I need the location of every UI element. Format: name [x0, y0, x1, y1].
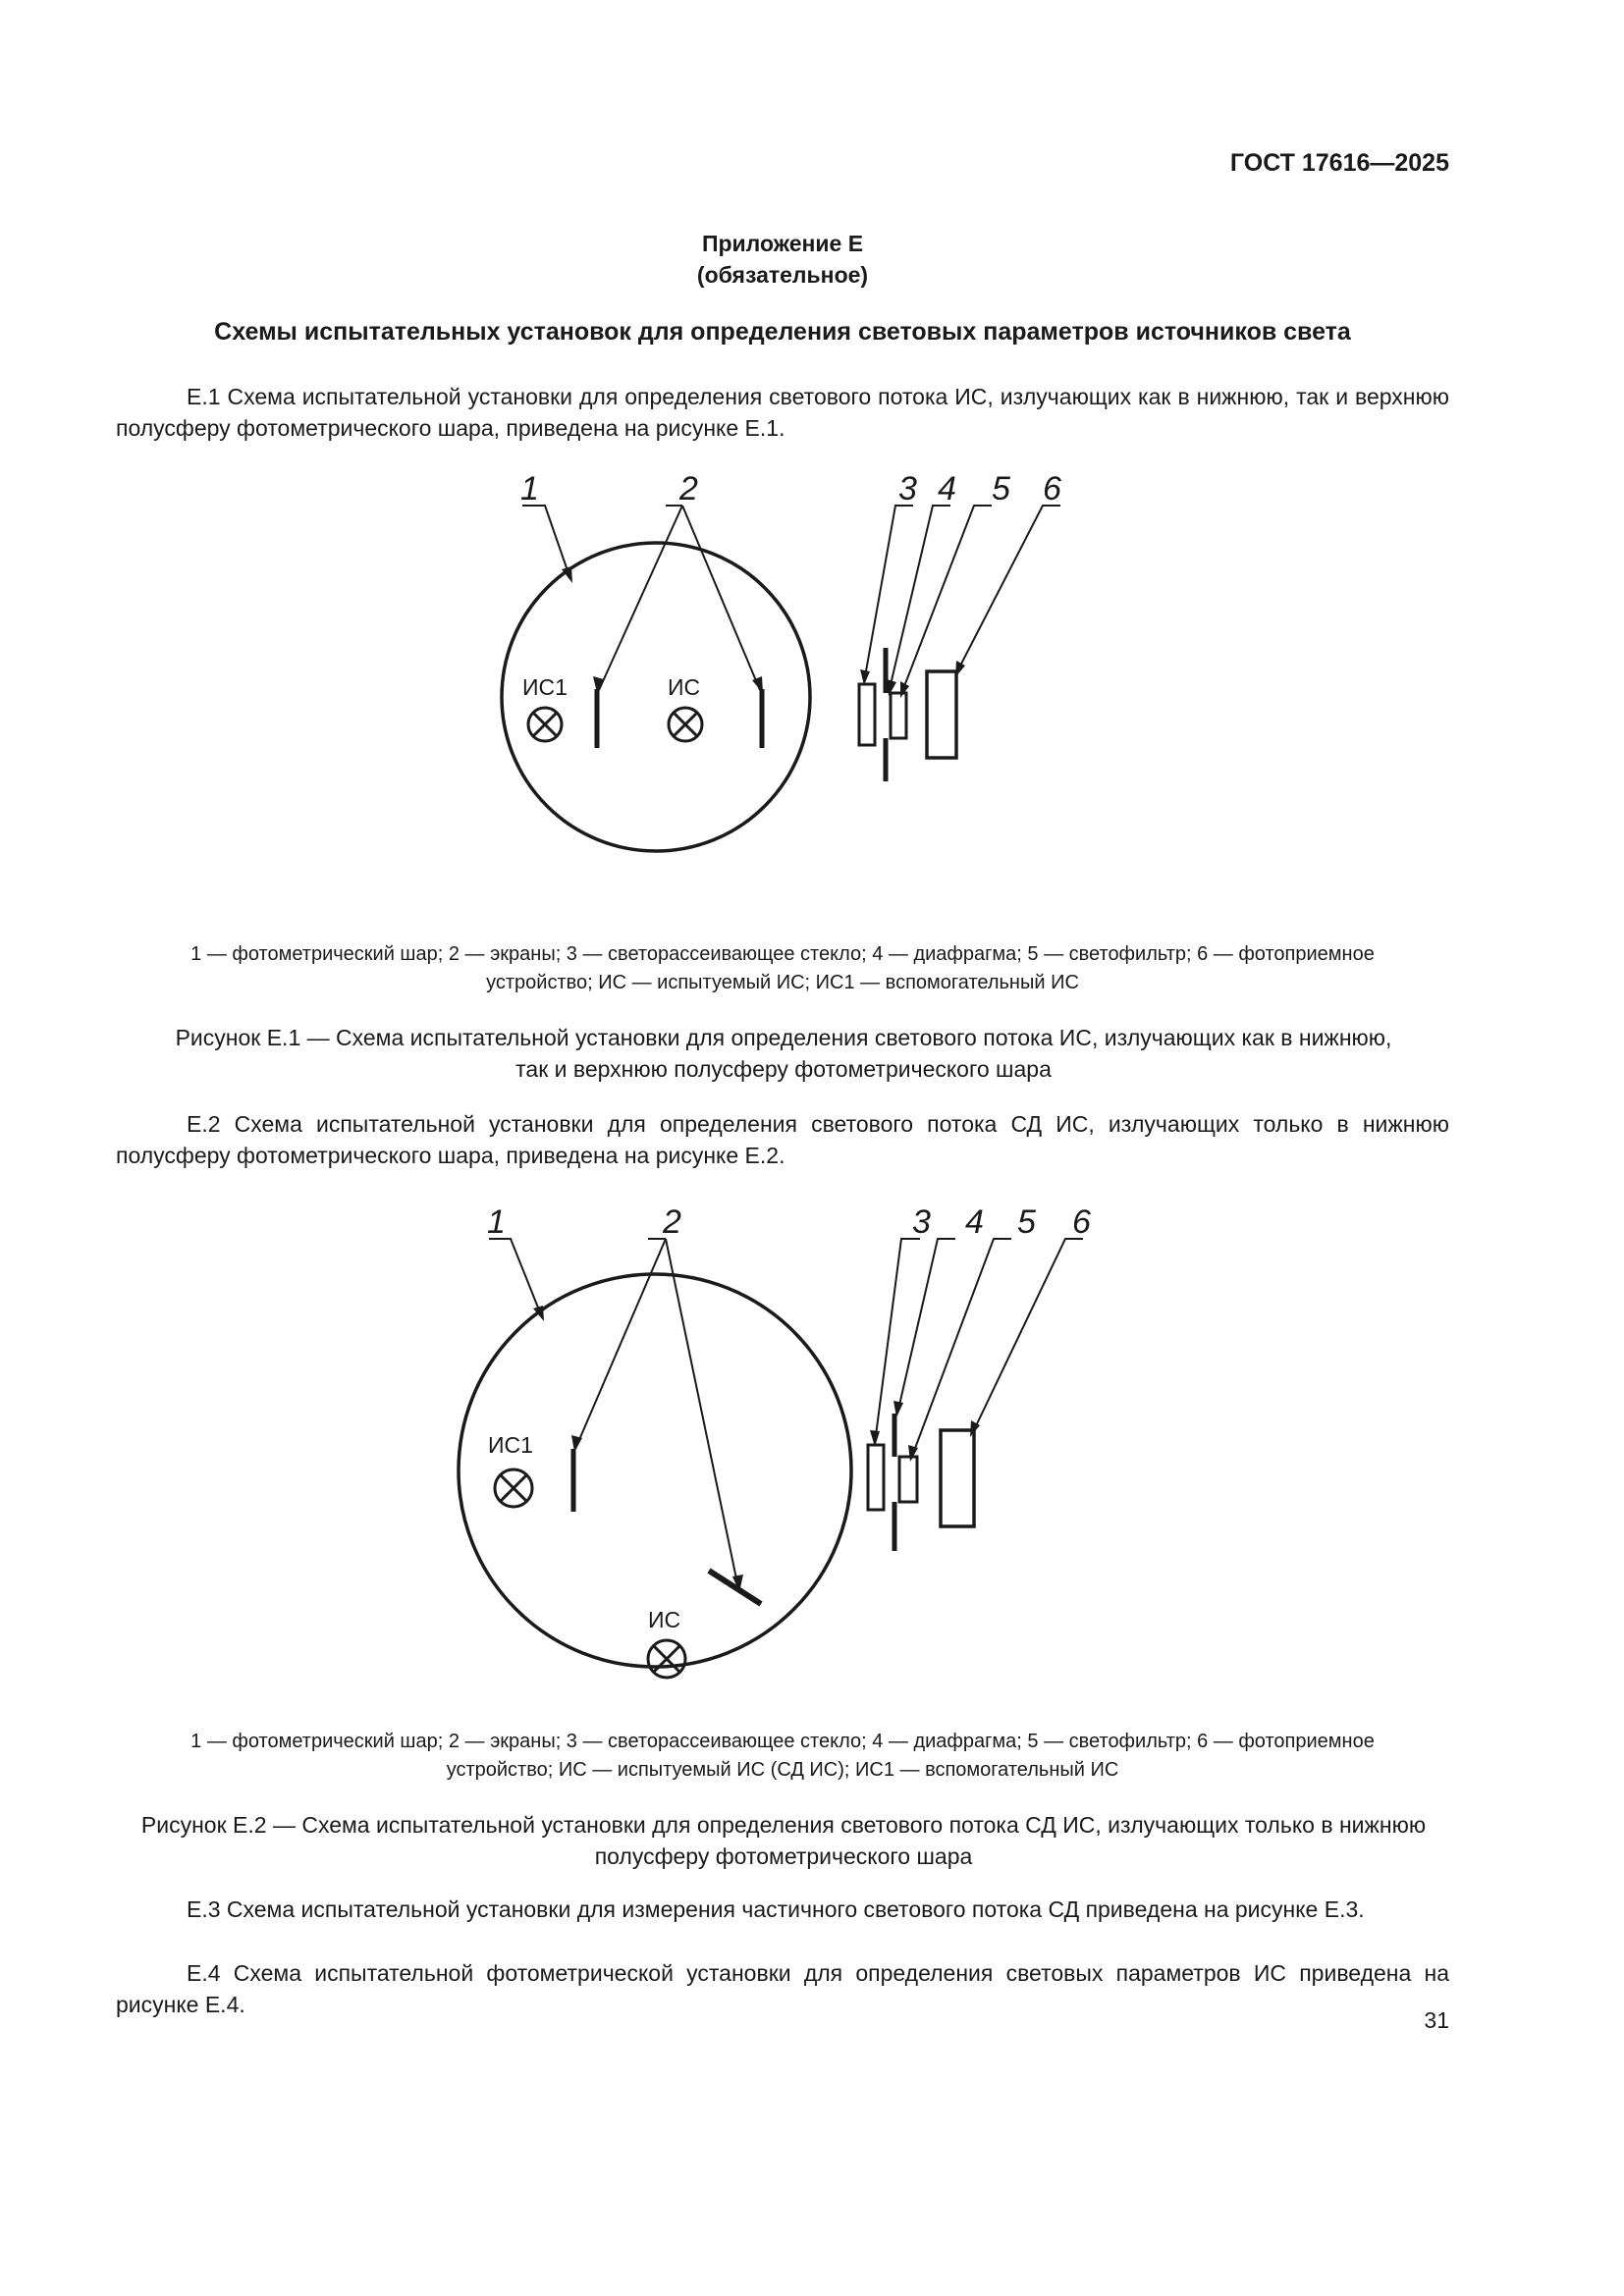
paragraph-e3: Е.3 Схема испытательной установки для измерения частичного светового потока СД приведена на рисунке Е.3. [187, 1896, 1365, 1922]
appendix-heading [116, 228, 1449, 291]
photodetector [941, 1430, 974, 1526]
figure-e1-diagram [0, 461, 1624, 923]
label-4: 4 [965, 1203, 984, 1241]
legend-line: устройство; ИС — испытуемый ИС; ИС1 — вспомогательный ИС [486, 972, 1079, 993]
figure-e1-legend [116, 940, 1449, 997]
legend-line: 1 — фотометрический шар; 2 — экраны; 3 — светорассеивающее стекло; 4 — диафрагма; 5 — светофильтр; 6 — фотоприемное [190, 1731, 1375, 1752]
appendix-title: Приложение Е [701, 231, 864, 256]
standard-number: ГОСТ 17616—2025 [1229, 149, 1449, 177]
lamp-is1 [495, 1469, 532, 1507]
label-2: 2 [663, 1203, 681, 1241]
figure-e2-caption: Рисунок Е.2 — Схема испытательной установки для определения светового потока СД ИС, излучающих только в нижнюю полусферу фотометрического шара [140, 1812, 1427, 1869]
light-filter [891, 693, 906, 738]
diffusing-glass [859, 684, 875, 745]
label-3: 3 [898, 470, 917, 507]
label-2: 2 [679, 470, 698, 507]
light-filter [899, 1457, 917, 1502]
paragraph-e2: Е.2 Схема испытательной установки для определения светового потока СД ИС, излучающих только в нижнюю полусферу фотометрического шара, приведена на рисунке Е.2. [116, 1111, 1449, 1168]
lamp-is [669, 708, 702, 741]
label-is: ИС [668, 674, 701, 700]
label-3: 3 [912, 1203, 931, 1241]
label-5: 5 [1017, 1203, 1036, 1241]
lamp-is [648, 1640, 685, 1678]
figure-e2-diagram [0, 1198, 1624, 1708]
label-5: 5 [992, 470, 1010, 507]
appendix-status: (обязательное) [696, 262, 869, 288]
diffusing-glass [868, 1445, 884, 1510]
label-is1: ИС1 [488, 1432, 533, 1458]
page-number: 31 [1424, 2007, 1449, 2033]
label-is1: ИС1 [522, 674, 568, 700]
label-4: 4 [938, 470, 956, 507]
figure-e2-legend [116, 1728, 1449, 1785]
label-1: 1 [487, 1203, 506, 1241]
label-is: ИС [648, 1607, 681, 1632]
paragraph-e1: Е.1 Схема испытательной установки для определения светового потока ИС, излучающих как в нижнюю, так и верхнюю полусферу фотометрического шара, приведена на рисунке Е.1. [116, 384, 1449, 441]
legend-line: устройство; ИС — испытуемый ИС (СД ИС); ИС1 — вспомогательный ИС [446, 1759, 1119, 1781]
lamp-is1 [528, 708, 562, 741]
paragraph-e4: Е.4 Схема испытательной фотометрической установки для определения световых параметров ИС приведена на рисунке Е.4. [116, 1960, 1449, 2017]
label-6: 6 [1043, 470, 1061, 507]
figure-e1-caption: Рисунок Е.1 — Схема испытательной установки для определения светового потока ИС, излучающих как в нижнюю, так и верхнюю полусферу фотометрического шара [175, 1025, 1392, 1082]
photodetector [927, 671, 956, 758]
label-6: 6 [1072, 1203, 1091, 1241]
label-1: 1 [520, 470, 539, 507]
section-title: Схемы испытательных установок для определения световых параметров источников света [214, 318, 1351, 346]
legend-line: 1 — фотометрический шар; 2 — экраны; 3 — светорассеивающее стекло; 4 — диафрагма; 5 — светофильтр; 6 — фотоприемное [190, 943, 1375, 965]
